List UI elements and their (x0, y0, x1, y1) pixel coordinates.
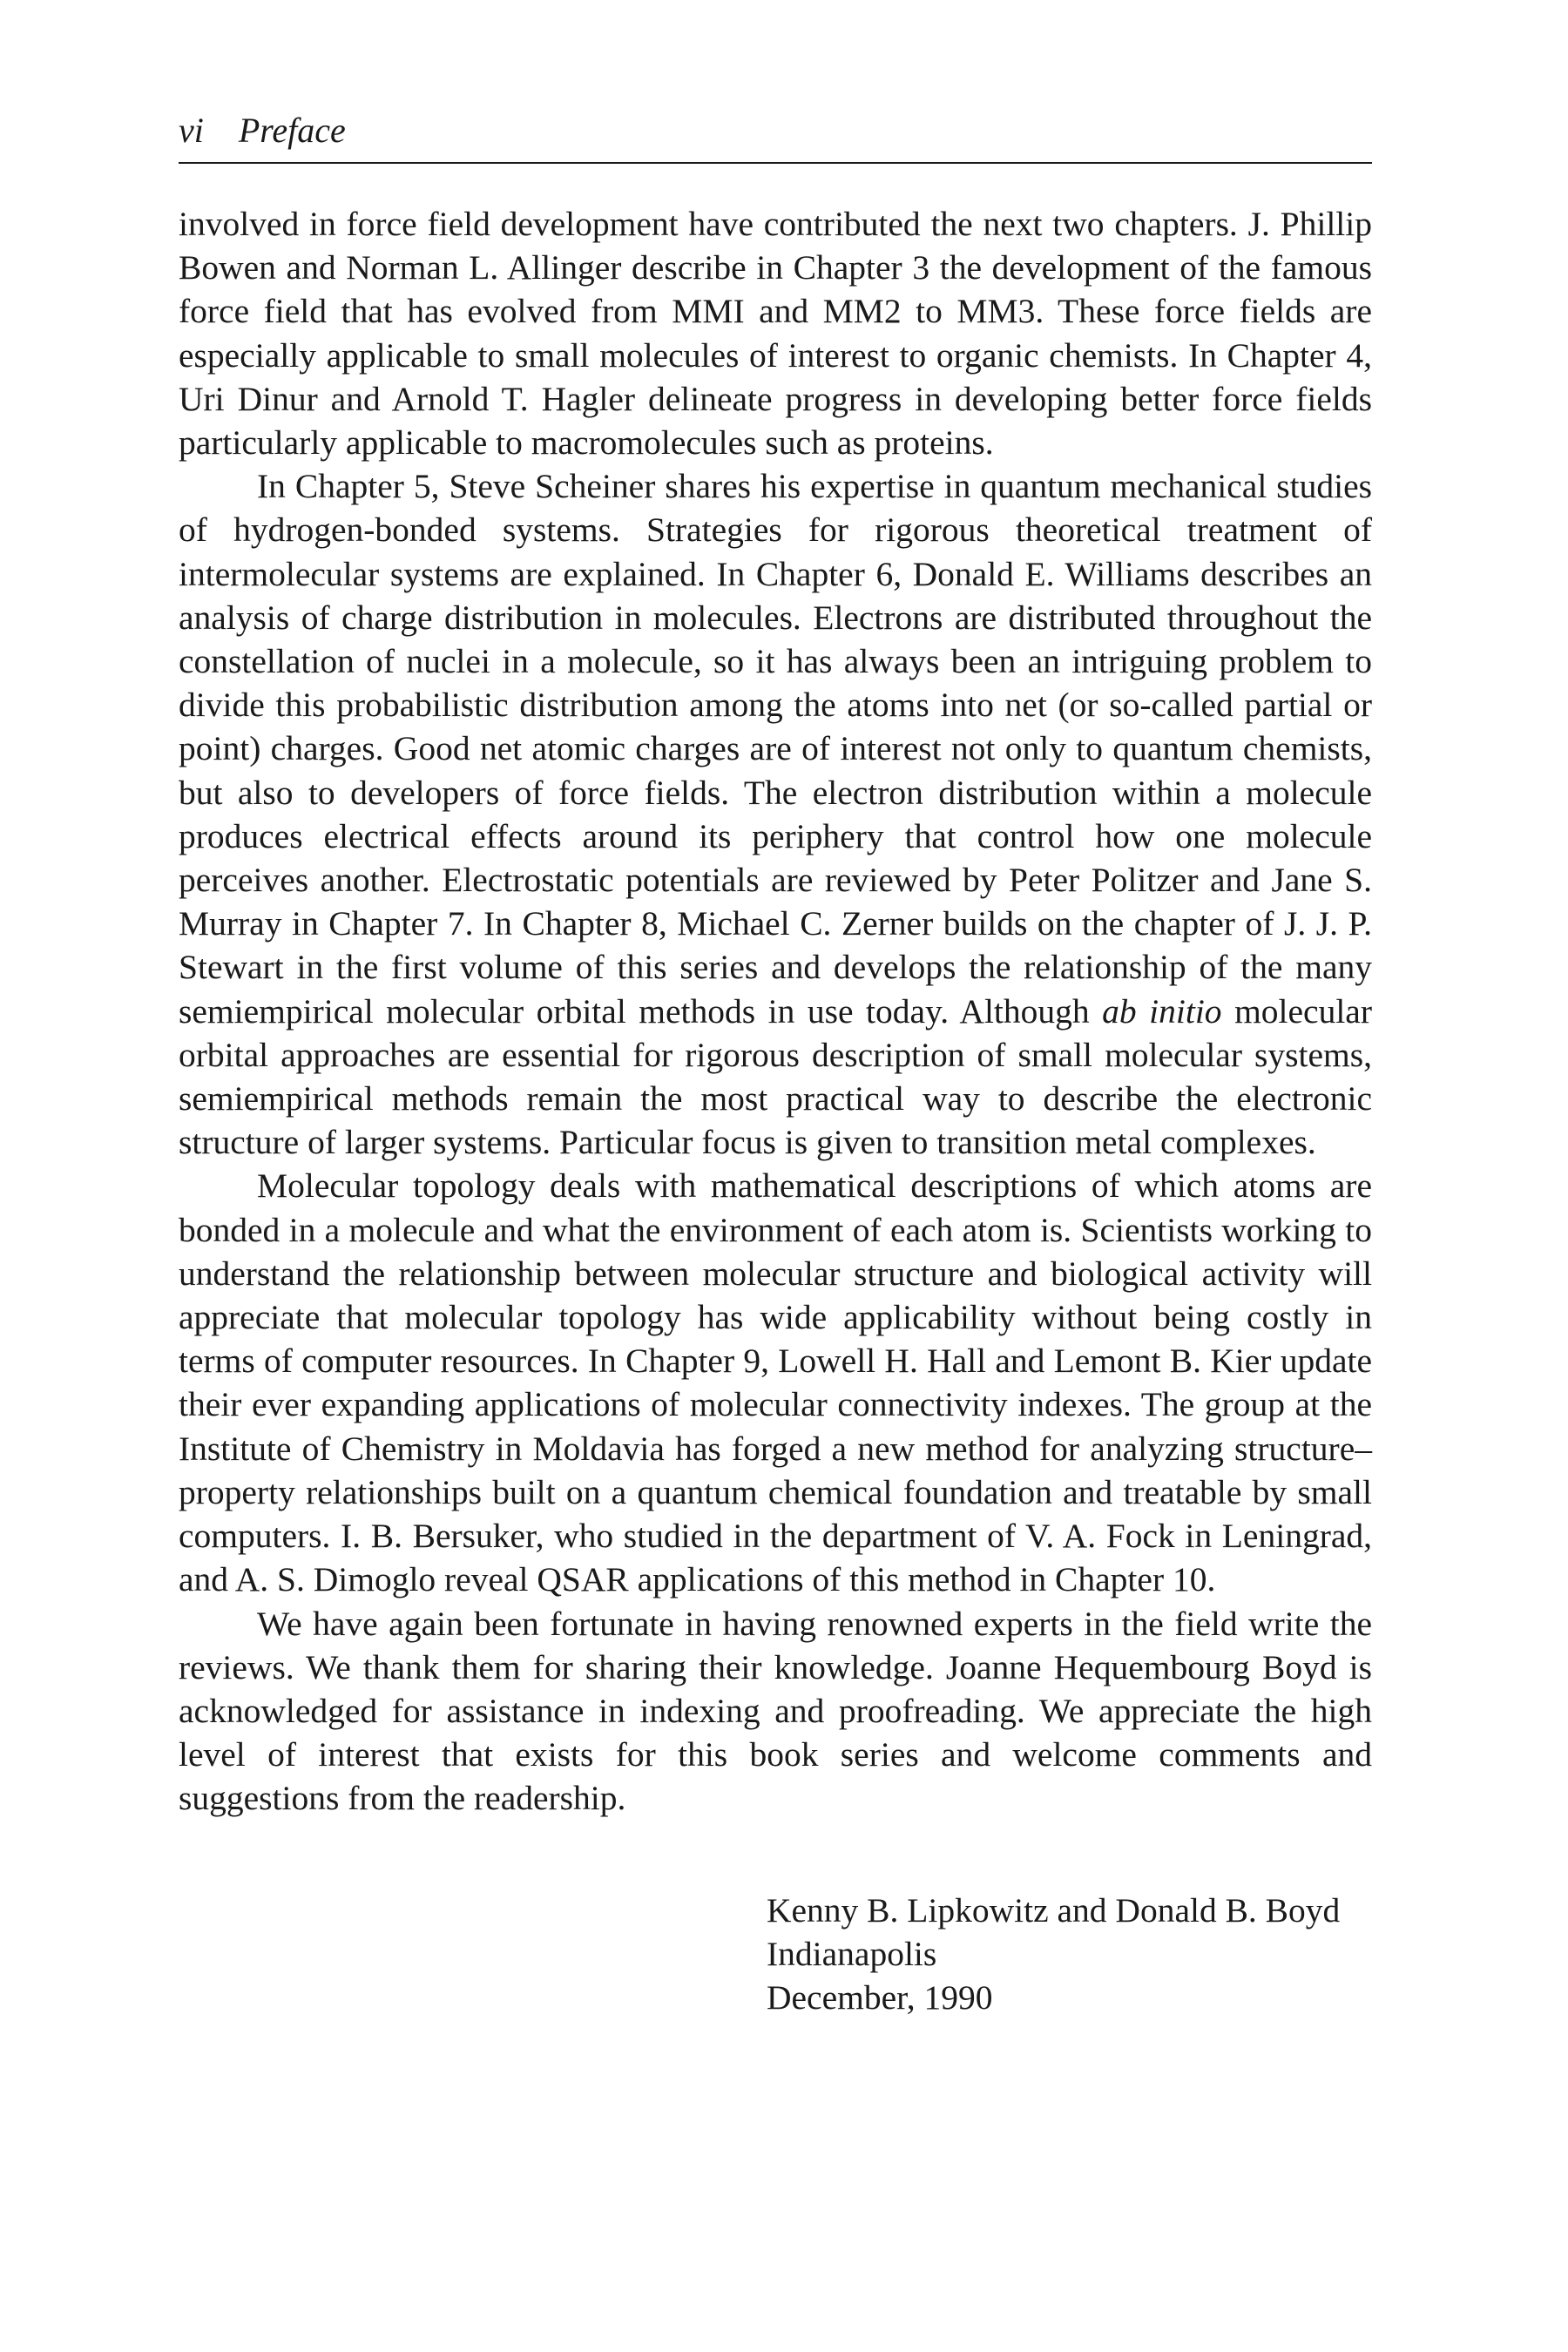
running-head-title: Preface (238, 111, 346, 150)
book-page (179, 113, 1372, 2019)
body-text (179, 202, 1372, 1821)
paragraph-3: Molecular topology deals with mathematical descriptions of which atoms are bonded in a molecule and what the environment of each atom is. Scientists working to understand the relationship between molecular structure and biological activity will appreciate that molecular topology has wide applicability without being costly in terms of computer resources. In Chapter 9, Lowell H. Hall and Lemont B. Kier update their ever expanding applications of molecular connectivity indexes. The group at the Institute of Chemistry in Moldavia has forged a new method for analyzing structure–property relationships built on a quantum chemical foundation and treatable by small computers. I. B. Bersuker, who studied in the department of V. A. Fock in Leningrad, and A. S. Dimoglo reveal QSAR applications of this method in Chapter 10. (179, 1166, 1372, 1599)
paragraph-4: We have again been fortunate in having renowned experts in the field write the reviews. We thank them for sharing their knowledge. Joanne Hequembourg Boyd is acknowledged for assistance in indexing and proofreading. We appreciate the high level of interest that exists for this book series and welcome comments and suggestions from the readership. (179, 1604, 1372, 1818)
page-number: vi (179, 111, 204, 150)
signature-date: December, 1990 (767, 1977, 993, 2017)
italic-term: ab initio (1102, 991, 1222, 1031)
paragraph-1: involved in force field development have contributed the next two chapters. J. Phillip Bowen and Norman L. Allinger describe in Chapter 3 the development of the famous force field that has evolved from MMI and MM2 to MM3. These force fields are especially applicable to small molecules of interest to organic chemists. In Chapter 4, Uri Dinur and Arnold T. Hagler delineate progress in developing better force fields particularly applicable to macromolecules such as proteins. (179, 205, 1372, 463)
signature-block (767, 1889, 1372, 2020)
signature-authors: Kenny B. Lipkowitz and Donald B. Boyd (767, 1890, 1341, 1930)
signature-place: Indianapolis (767, 1934, 937, 1973)
paragraph-2: In Chapter 5, Steve Scheiner shares his expertise in quantum mechanical studies of hydrogen-bonded systems. Strategies for rigorous theoretical treatment of intermolecular systems are explained. In Chapter 6, Donald E. Williams describes an analysis of charge distribution in molecules. Electrons are distributed throughout the constellation of nuclei in a molecule, so it has always been an intriguing problem to divide this probabilistic distribution among the atoms into net (or so-called partial or point) charges. Good net atomic charges are of interest not only to quantum chemists, but also to developers of force fields. The electron distribution within a molecule produces electrical effects around its periphery that control how one molecule perceives another. Electrostatic potentials are reviewed by Peter Politzer and Jane S. Murray in Chapter 7. In Chapter 8, Michael C. Zerner builds on the chapter of J. J. P. Stewart in the first volume of this series and develops the relationship of the many semiempirical molecular orbital methods in use today. Although ab initio molecular orbital approaches are essential for rigorous description of small molecular systems, semiempirical methods remain the most practical way to describe the electronic structure of larger systems. Particular focus is given to transition metal complexes. (179, 467, 1372, 1162)
running-head (179, 113, 1372, 164)
